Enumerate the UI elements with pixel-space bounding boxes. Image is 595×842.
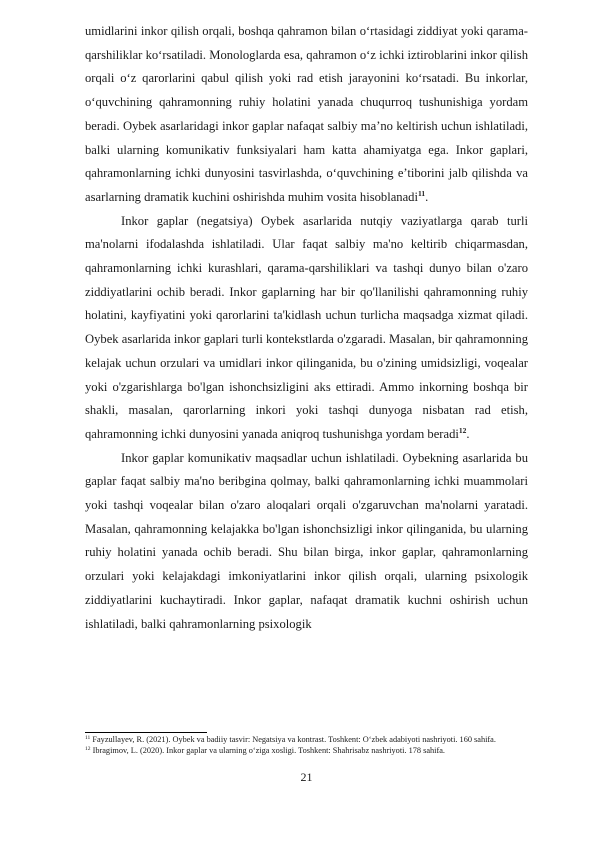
footnote-text: Fayzullayev, R. (2021). Oybek va badiiy tasvir: Negatsiya va kontrast. Toshkent: O‘zbek adabiyoti nashriyoti. 160 sahifa. [92, 735, 496, 744]
document-page [85, 0, 528, 842]
paragraph-3-text: Inkor gaplar komunikativ maqsadlar uchun ishlatiladi. Oybekning asarlarida bu gaplar faqat salbiy ma'no beribgina qolmay, balki qahramonlarning ichki muammolari yoki tashqi voqealar bilan o'zaro aloqalari orqali o'zgaruvchan ma'nolarni yaratadi. Masalan, qahramonning kelajakka bo'lgan ishonchsizligi inkor qilinganida, bu ularning ruhiy holatini yanada ochib beradi. Shu bilan birga, inkor gaplar, qahramonlarning orzulari yoki kelajakdagi imkoniyatlarini inkor qilish orqali, ularning psixologik ziddiyatlarini kuchaytiradi. Inkor gaplar, nafaqat dramatik kuchni oshirish uchun ishlatiladi, balki qahramonlarning psixologik [85, 450, 528, 631]
paragraph-2 [85, 210, 528, 447]
paragraph-3 [85, 447, 528, 637]
footnote-12 [85, 746, 528, 757]
footnote-text: Ibragimov, L. (2020). Inkor gaplar va ularning o‘ziga xosligi. Toshkent: Shahrisabz nashriyoti. 178 sahifa. [92, 745, 445, 755]
footnote-separator [85, 732, 207, 733]
body-text [85, 20, 528, 636]
footnote-ref-11[interactable]: 11 [417, 188, 426, 198]
page-number: 21 [300, 770, 313, 784]
footnote-11 [85, 735, 528, 746]
paragraph-1-text: umidlarini inkor qilish orqali, boshqa qahramon bilan o‘rtasidagi ziddiyat yoki qarama-qarshiliklar ko‘rsatiladi. Monologlarda esa, qahramon o‘z ichki iztiroblarini inkor qilish orqali o‘z qarorlarini qabul qilish yoki rad etish jarayonini ko‘rsatadi. Bu inkorlar, o‘quvchining qahramonning ruhiy holatini yanada chuqurroq tushunishiga yordam beradi. Oybek asarlaridagi inkor gaplar nafaqat salbiy ma’no keltirish uchun ishlatiladi, balki ularning komunikativ funksiyalari ham katta ahamiyatga ega. Inkor gaplari, qahramonlarning ichki dunyosini tasvirlashda, o‘quvchining e’tiborini jalb qilishda va asarlarning dramatik kuchini oshirishda muhim vosita hisoblanadi [85, 24, 528, 204]
footnote-number: 12 [85, 745, 91, 752]
paragraph-2-text: Inkor gaplar (negatsiya) Oybek asarlarida nutqiy vaziyatlarga qarab turli ma'nolarni ifodalashda ishlatiladi. Ular faqat salbiy ma'no keltirib chiqarmasdan, qahramonlarning ichki kurashlari, qarama-qarshiliklari va tashqi dunyo bilan o'zaro ziddiyatlarini ochib beradi. Inkor gaplarning har bir qo'llanilishi qahramonning ruhiy holatini, kayfiyatini yoki qarorlarini ta'kidlash uchun turlicha maqsadga xizmat qiladi. Oybek asarlarida inkor gaplari turli kontekstlarda o'zgaradi. Masalan, bir qahramonning kelajak uchun orzulari va umidlari inkor qilinganida, bu o'zining umidsizligi, voqealar yoki o'zgarishlarga bo'lgan ishonchsizligini aks ettiradi. Ammo inkorning boshqa bir shakli, masalan, qarorlarning inkori yoki tashqi dunyoga nisbatan rad etish, qahramonning ichki dunyosini yanada aniqroq tushunishga yordam beradi [85, 213, 528, 441]
footnote-number: 11 [85, 735, 91, 741]
paragraph-1 [85, 20, 528, 210]
paragraph-2-end: . [466, 426, 470, 441]
footnote-ref-12[interactable]: 12 [458, 425, 467, 435]
footnotes [85, 735, 528, 756]
paragraph-1-end: . [425, 189, 429, 204]
